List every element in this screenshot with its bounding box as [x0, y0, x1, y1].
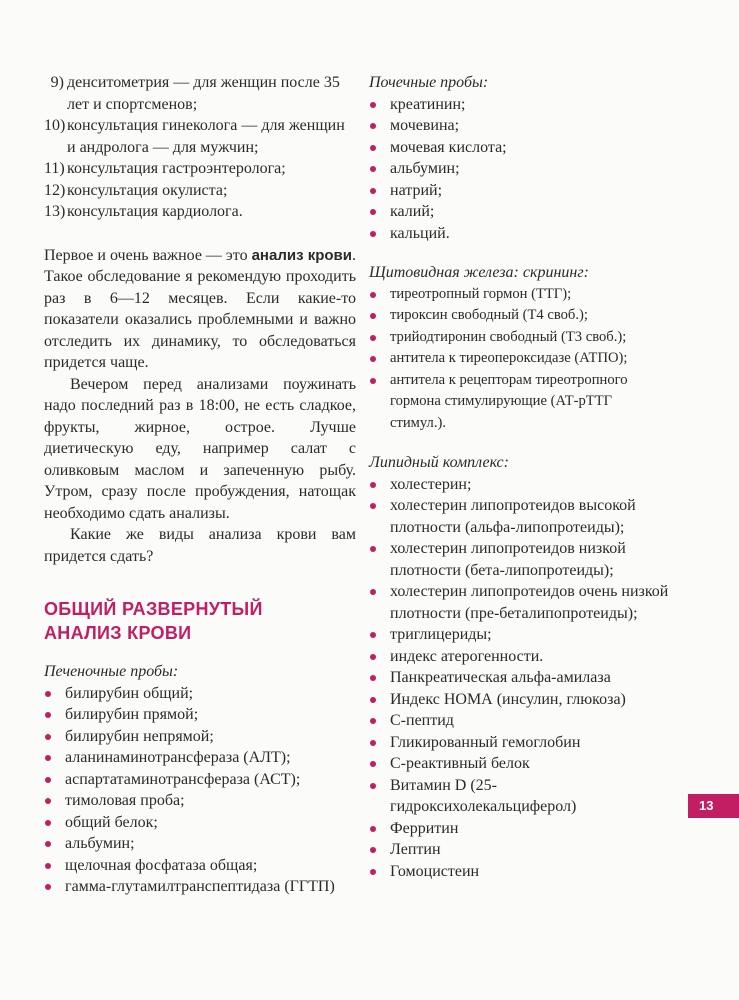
list-item: альбумин;: [369, 158, 669, 180]
list-item: Индекс НОМА (инсулин, глюкоза): [369, 689, 669, 711]
numbered-list: [44, 72, 356, 223]
list-item: Гомоцистеин: [369, 861, 669, 883]
list-item: билирубин общий;: [44, 683, 356, 705]
list-item: холестерин липопротеидов высокой плотности (альфа-липопротеиды);: [369, 495, 669, 538]
section-title: ОБЩИЙ РАЗВЕРНУТЫЙ АНАЛИЗ КРОВИ: [44, 599, 263, 643]
intro-paragraph: Первое и очень важное — это анализ крови. Такое обследование я рекомендую проходить раз в 6—12 месяцев. Если какие-то показатели оказались проблемными и важно отследить их динамику, то обследоваться придется чаще.: [44, 246, 356, 371]
list-item: холестерин липопротеидов очень низкой плотности (пре-беталипопротеиды);: [369, 581, 669, 624]
list-item: тироксин свободный (Т4 своб.);: [369, 305, 669, 327]
list-item: триглицериды;: [369, 624, 669, 646]
list-item: аспартатаминотрансфераза (АСТ);: [44, 769, 356, 791]
list-item: билирубин прямой;: [44, 704, 356, 726]
list-item: калий;: [369, 201, 669, 223]
list-item: С-реактивный белок: [369, 753, 669, 775]
list-item: кальций.: [369, 223, 669, 245]
lipid-list: [369, 474, 669, 668]
list-item: 11) консультация гастроэнтеролога;: [44, 160, 286, 177]
list-item: Витамин D (25-гидроксихолекальциферол): [369, 775, 669, 818]
list-item: щелочная фосфатаза общая;: [44, 855, 356, 877]
page-number-tab: 13: [688, 794, 739, 818]
kidney-tests-list: [369, 94, 669, 245]
list-item: общий белок;: [44, 812, 356, 834]
question-paragraph: Какие же виды анализа крови вам придется сдать?: [44, 526, 356, 565]
list-item: тимоловая проба;: [44, 790, 356, 812]
preparation-paragraph: Вечером перед анализами поужинать надо последний раз в 18:00, не есть сладкое, фрукты, жирное, острое. Лучше диетическую еду, например салат с оливковым маслом и запеченную рыбу. Утром, сразу после пробуждения, натощак необходимо сдать анализы.: [44, 375, 356, 522]
list-item: трийодтиронин свободный (Т3 своб.);: [369, 327, 669, 349]
list-item: холестерин липопротеидов низкой плотности (бета-липопротеиды);: [369, 538, 669, 581]
highlight-term: анализ крови: [251, 246, 352, 264]
thyroid-list: [369, 284, 669, 435]
list-item: 12) консультация окулиста;: [44, 181, 228, 199]
right-column: [369, 72, 669, 882]
liver-tests-title: Печеночные пробы:: [44, 663, 179, 680]
list-item: антитела к рецепторам тиреотропного гормона стимулирующие (АТ-рТТГ стимул.).: [369, 370, 669, 435]
list-item: антитела к тиреопероксидазе (АТПО);: [369, 348, 669, 370]
list-item: холестерин;: [369, 474, 669, 496]
list-item: тиреотропный гормон (ТТГ);: [369, 284, 669, 306]
kidney-tests-title: Почечные пробы:: [369, 74, 489, 91]
list-item: гамма-глутамилтранспептидаза (ГГТП): [44, 876, 356, 898]
list-item: мочевая кислота;: [369, 137, 669, 159]
list-item: мочевина;: [369, 115, 669, 137]
list-item: 13) консультация кардиолога.: [44, 203, 243, 220]
liver-tests-list: [44, 683, 356, 898]
list-item: Гликированный гемоглобин: [369, 732, 669, 754]
list-item: аланинаминотрансфераза (АЛТ);: [44, 747, 356, 769]
list-item: Панкреатическая альфа-амилаза: [369, 667, 669, 689]
list-item: натрий;: [369, 180, 669, 202]
list-item: 10) консультация гинеколога — для женщин и андролога — для мужчин;: [44, 117, 345, 156]
list-item: 9) денситометрия — для женщин после 35 лет и спортсменов;: [50, 74, 340, 113]
list-item: индекс атерогенности.: [369, 646, 669, 668]
thyroid-title: Щитовидная железа: скрининг:: [369, 264, 589, 281]
other-tests-list: [369, 667, 669, 882]
list-item: С-пептид: [369, 710, 669, 732]
list-item: альбумин;: [44, 833, 356, 855]
list-item: Ферритин: [369, 818, 669, 840]
list-item: креатинин;: [369, 94, 669, 116]
lipid-title: Липидный комплекс:: [369, 454, 509, 471]
list-item: билирубин непрямой;: [44, 726, 356, 748]
list-item: Лептин: [369, 839, 669, 861]
left-column: [44, 72, 356, 898]
